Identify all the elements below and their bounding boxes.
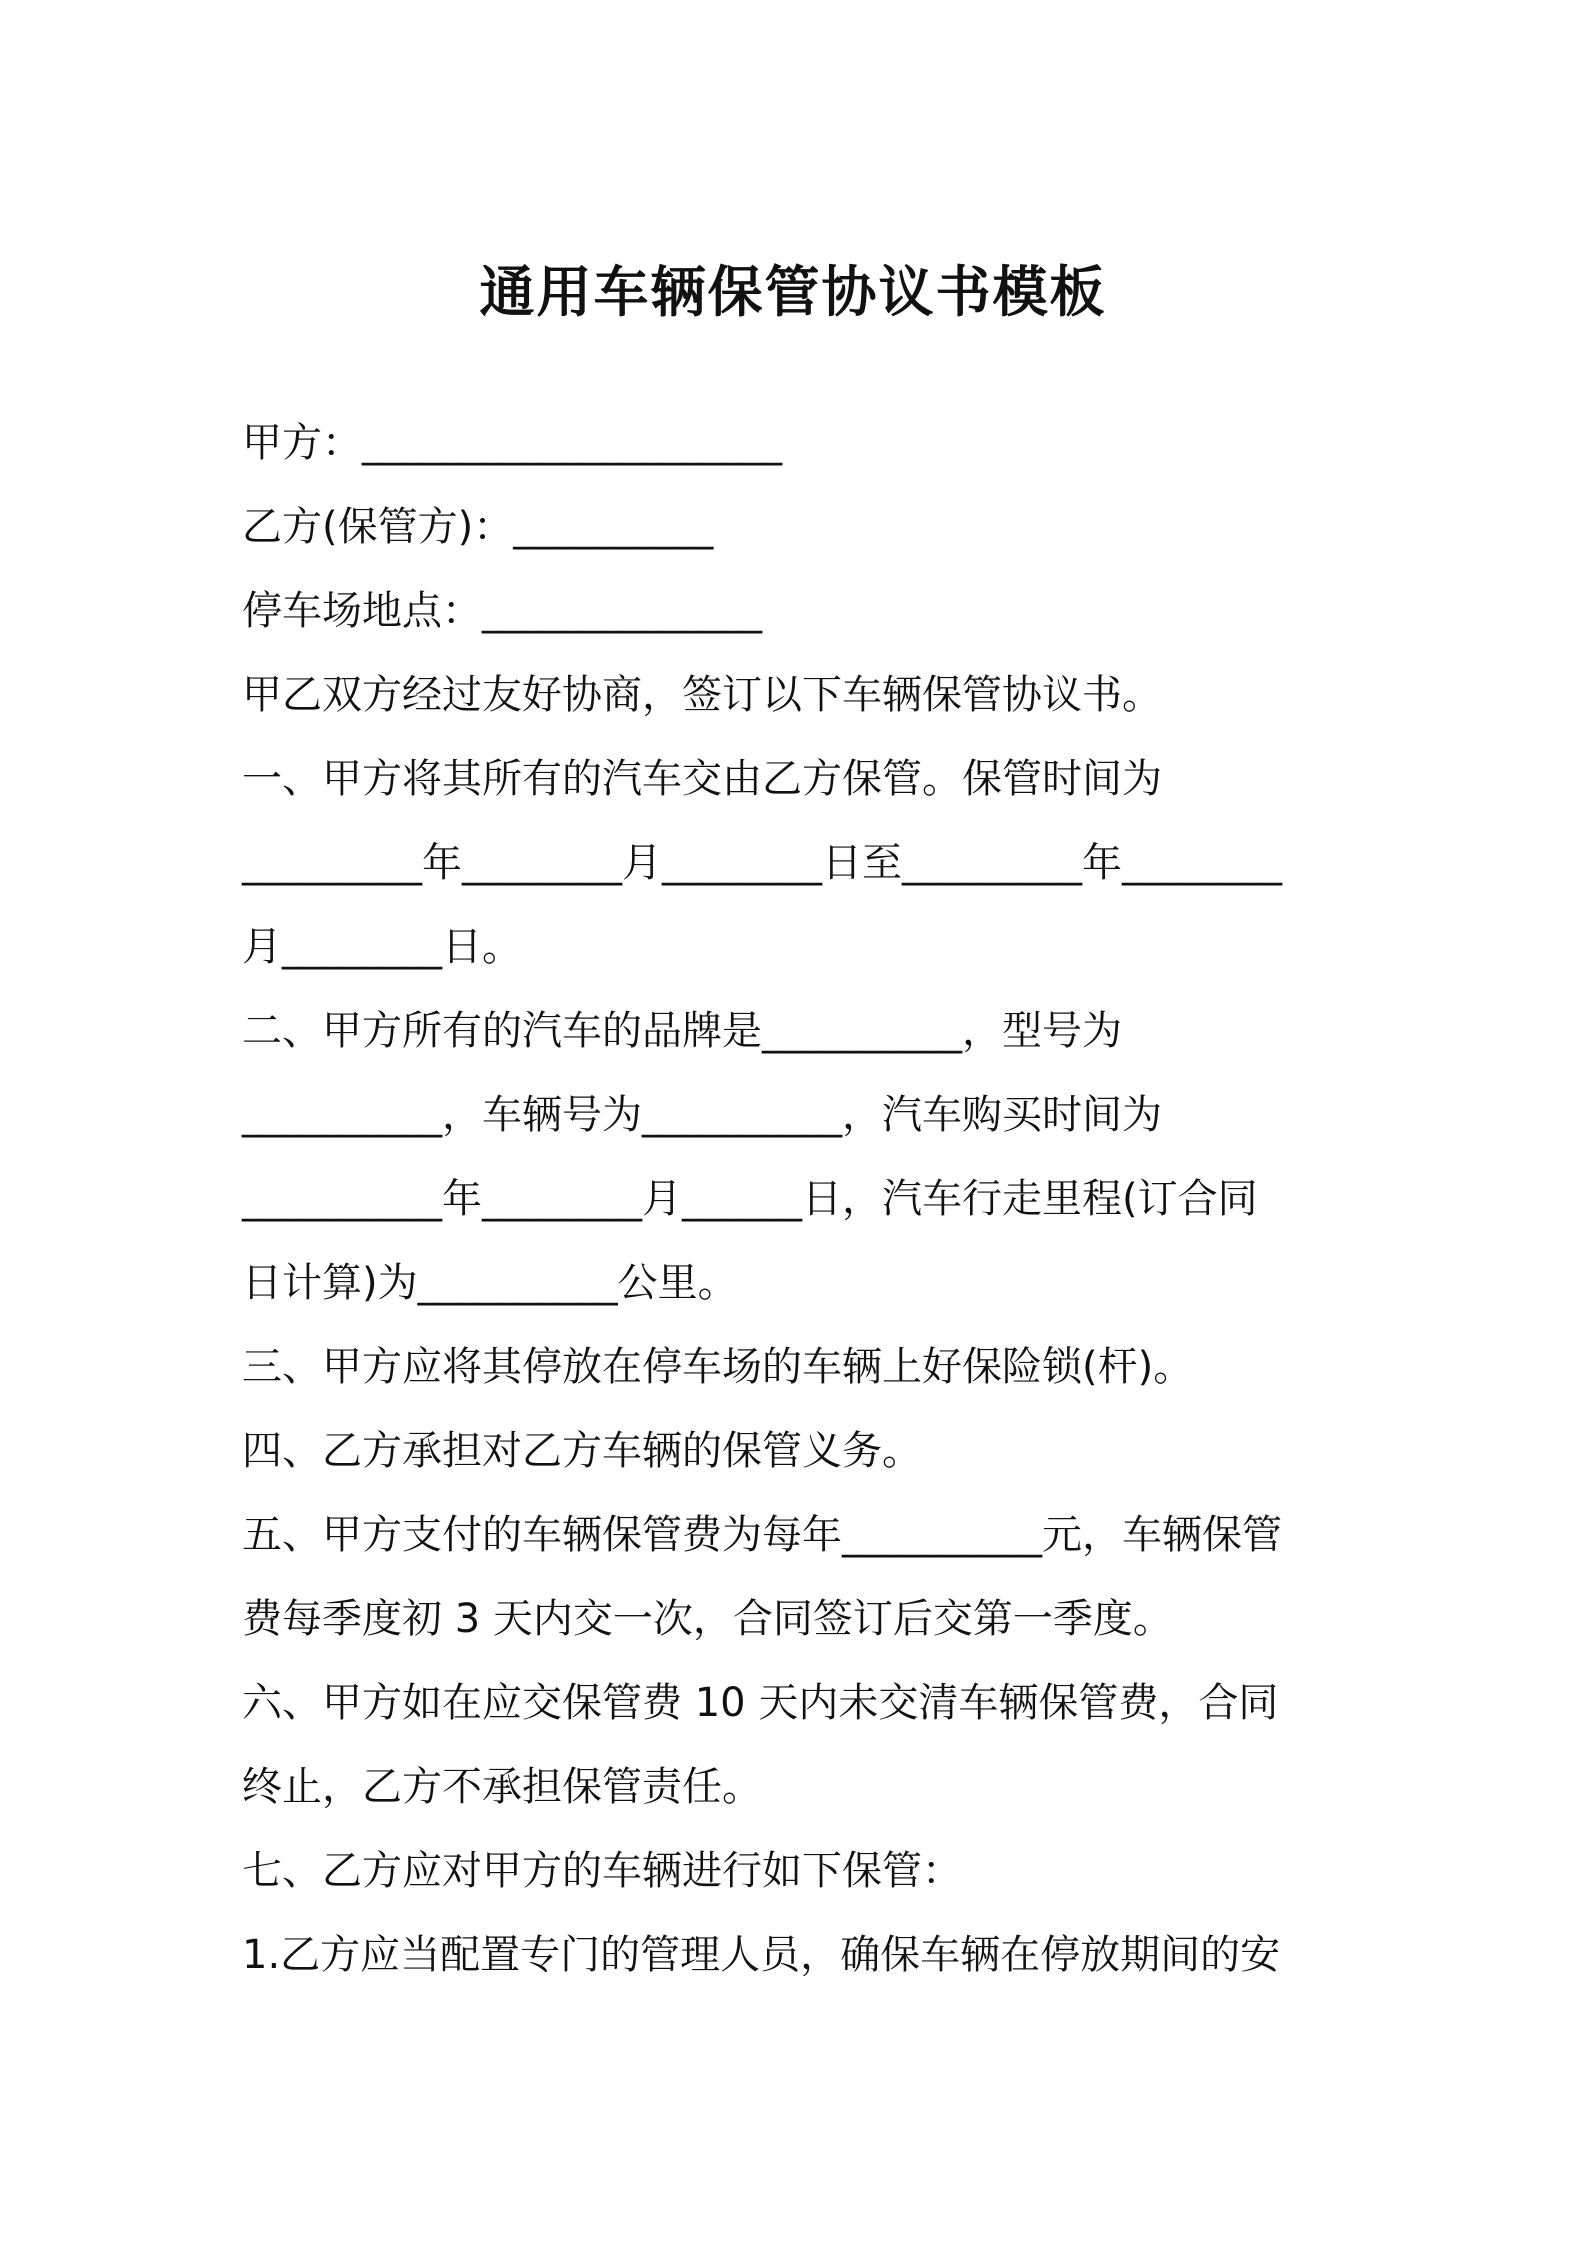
clause-1-line-1: 一、甲方将其所有的汽车交由乙方保管。保管时间为 bbox=[242, 756, 1162, 802]
clause-2-line-3: __________年________月______日，汽车行走里程(订合同 bbox=[242, 1176, 1258, 1222]
clause-4: 四、乙方承担对乙方车辆的保管义务。 bbox=[242, 1428, 922, 1474]
parking-location-line: 停车场地点：______________ bbox=[242, 588, 762, 634]
clause-6-line-1: 六、甲方如在应交保管费 10 天内未交清车辆保管费，合同 bbox=[242, 1680, 1279, 1726]
clause-2-line-2: __________，车辆号为__________，汽车购买时间为 bbox=[242, 1092, 1162, 1138]
clause-1-line-3: 月________日。 bbox=[242, 924, 522, 970]
party-b-line: 乙方(保管方)：__________ bbox=[242, 504, 714, 550]
paragraph-intro: 甲乙双方经过友好协商，签订以下车辆保管协议书。 bbox=[242, 672, 1162, 718]
clause-6-line-2: 终止，乙方不承担保管责任。 bbox=[242, 1764, 762, 1810]
clause-7-heading: 七、乙方应对甲方的车辆进行如下保管： bbox=[242, 1848, 962, 1894]
clause-3: 三、甲方应将其停放在停车场的车辆上好保险锁(杆)。 bbox=[242, 1344, 1194, 1390]
clause-5-line-1: 五、甲方支付的车辆保管费为每年__________元，车辆保管 bbox=[242, 1512, 1282, 1558]
clause-1-line-2: _________年________月________日至_________年________ bbox=[242, 840, 1282, 886]
clause-2-line-4: 日计算)为__________公里。 bbox=[242, 1260, 738, 1306]
clause-2-line-1: 二、甲方所有的汽车的品牌是__________，型号为 bbox=[242, 1008, 1122, 1054]
document-title: 通用车辆保管协议书模板 bbox=[479, 260, 1107, 324]
clause-7-item-1: 1.乙方应当配置专门的管理人员，确保车辆在停放期间的安 bbox=[242, 1932, 1281, 1978]
party-a-line: 甲方：_____________________ bbox=[242, 420, 782, 466]
clause-5-line-2: 费每季度初 3 天内交一次，合同签订后交第一季度。 bbox=[242, 1596, 1173, 1642]
